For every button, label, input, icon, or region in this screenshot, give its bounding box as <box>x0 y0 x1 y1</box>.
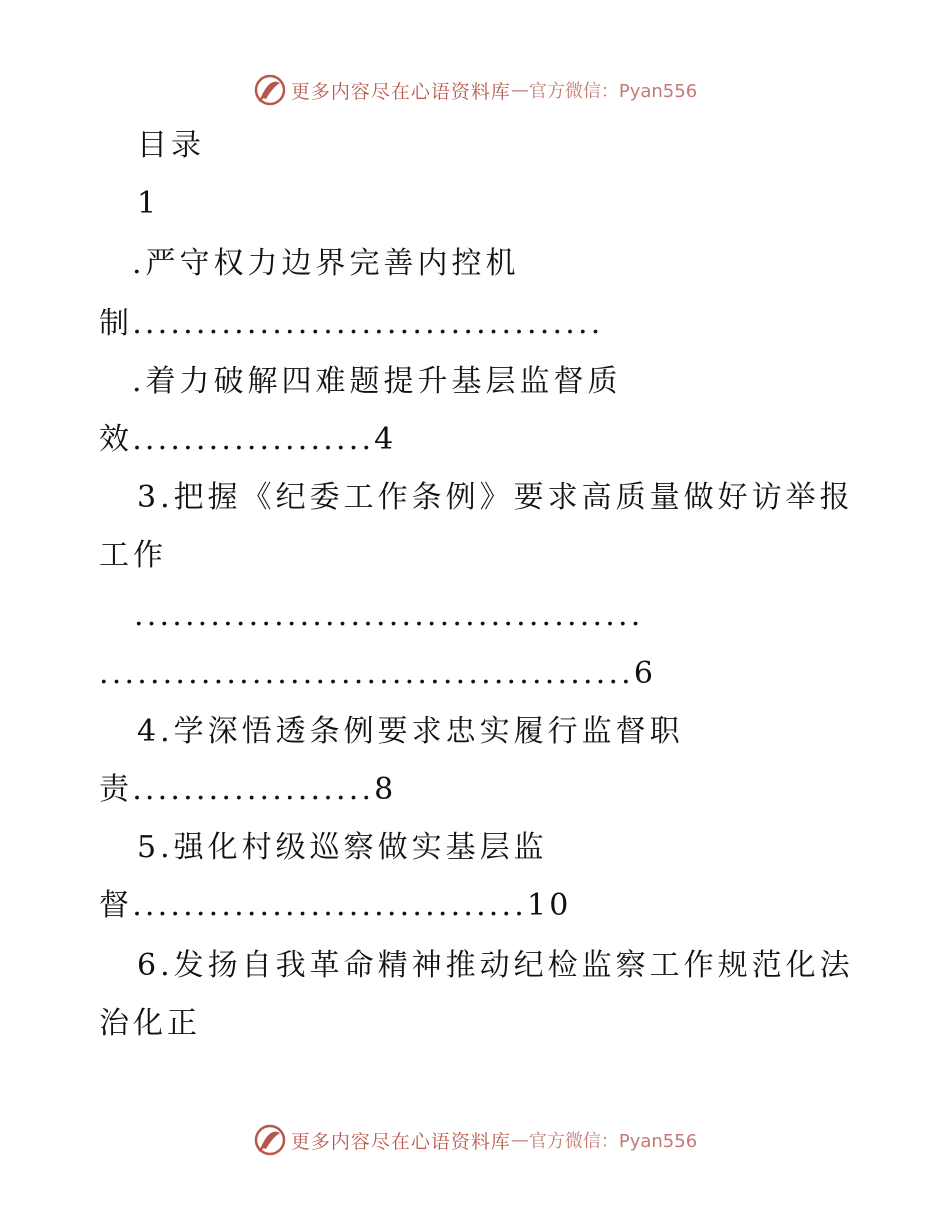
toc-line: 效...................4 <box>99 422 397 457</box>
toc-title: 目录 <box>137 128 205 163</box>
toc-line: 工作 <box>99 538 167 573</box>
toc-line: 1 <box>137 186 161 221</box>
pen-nib-logo-icon <box>253 1123 287 1157</box>
banner-separator: — <box>510 1129 529 1151</box>
banner-contact: 官方微信：Pyan556 <box>528 81 698 102</box>
header-watermark-banner <box>0 70 950 110</box>
toc-line: .着力破解四难题提升基层监督质 <box>132 364 622 399</box>
toc-line: 4.学深悟透条例要求忠实履行监督职 <box>137 714 684 749</box>
toc-line: 督...............................10 <box>99 888 572 923</box>
toc-line: 治化正 <box>99 1006 201 1041</box>
toc-line: 6.发扬自我革命精神推动纪检监察工作规范化法 <box>137 948 854 983</box>
toc-line: ........................................ <box>134 598 644 633</box>
toc-line: 责...................8 <box>99 772 397 807</box>
banner-text: 更多内容尽在心语资料库 <box>290 1130 511 1153</box>
toc-line: 5.强化村级巡察做实基层监 <box>137 830 548 865</box>
footer-watermark-banner <box>0 1120 950 1160</box>
pen-nib-logo-icon <box>253 73 287 107</box>
toc-line: .严守权力边界完善内控机 <box>132 246 520 281</box>
banner-text: 更多内容尽在心语资料库 <box>290 80 511 103</box>
banner-separator: — <box>510 79 529 101</box>
toc-line: 3.把握《纪委工作条例》要求高质量做好访举报 <box>137 480 854 515</box>
toc-line: 制..................................... <box>99 306 604 341</box>
toc-line: ..........................................6 <box>99 656 657 691</box>
banner-contact: 官方微信：Pyan556 <box>528 1131 698 1152</box>
